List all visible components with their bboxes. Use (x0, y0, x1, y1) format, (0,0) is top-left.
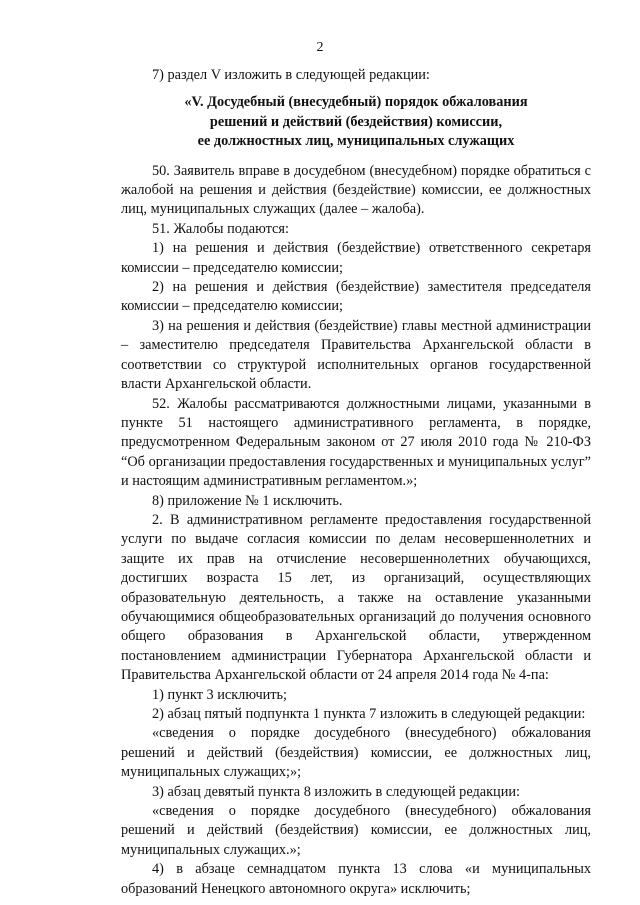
section-heading (121, 93, 591, 151)
paragraph-2: 2. В административном регламенте предоставления государственной услуги по выдаче согласия комиссии по делам несовершеннолетних и защите их прав на отчисление несовершеннолетних обучающихся, достигших возраста 15 лет, из организаций, осуществляющих образовательную деятельность, а также на оставление указанными обучающимися общеобразовательных организаций до получения основного общего образования в Архангельской области, утвержденном постановлением администрации Губернатора Архангельской области и Правительства Архангельской области от 24 апреля 2014 года № 4-па: (121, 511, 591, 684)
page-number: 2 (316, 40, 324, 55)
paragraph-50: 50. Заявитель вправе в досудебном (внесудебном) порядке обратиться с жалобой на решения и действия (бездействие) комиссии, ее должностных лиц, муниципальных служащих (далее – жалоба). (121, 162, 591, 218)
list-item: 2) абзац пятый подпункта 1 пункта 7 изложить в следующей редакции: (152, 706, 586, 722)
list-item: 2) на решения и действия (бездействие) заместителя председателя комиссии – председателю комиссии; (121, 279, 591, 315)
quote-paragraph: «сведения о порядке досудебного (внесудебного) обжалования решений и действий (бездействия) комиссии, ее должностных лиц, муниципальных служащих;»; (121, 725, 591, 781)
paragraph-51: 51. Жалобы подаются: (152, 220, 289, 237)
list-item: 3) абзац девятый пункта 8 изложить в следующей редакции: (152, 783, 520, 800)
document-body (121, 66, 591, 899)
section-heading-line: решений и действий (бездействия) комиссии, (209, 113, 503, 130)
section-heading-line: ее должностных лиц, муниципальных служащих (197, 133, 515, 150)
intro-paragraph: 7) раздел V изложить в следующей редакции: (152, 67, 430, 83)
quote-paragraph: «сведения о порядке досудебного (внесудебного) обжалования решений и действий (бездействия) комиссии, ее должностных лиц, муниципальных служащих.»; (121, 803, 591, 858)
list-item: 1) пункт 3 исключить; (152, 686, 288, 703)
section-heading-line: «V. Досудебный (внесудебный) порядок обжалования (184, 94, 528, 111)
list-item: 8) приложение № 1 исключить. (152, 492, 343, 509)
list-item: 1) на решения и действия (бездействие) ответственного секретаря комиссии – председателю комиссии; (121, 240, 591, 276)
list-item: 4) в абзаце семнадцатом пункта 13 слова «и муниципальных образований Ненецкого автономного округа» исключить; (121, 861, 591, 897)
paragraph-52: 52. Жалобы рассматриваются должностными лицами, указанными в пункте 51 настоящего административного регламента, в порядке, предусмотренном Федеральным законом от 27 июля 2010 года № 210-ФЗ “Об организации предоставления государственных и муниципальных услуг” и настоящим административным регламентом.»; (121, 395, 591, 490)
list-item: 3) на решения и действия (бездействие) главы местной администрации – заместителю председателя Правительства Архангельской области в соответствии со структурой исполнительных органов государственной власти Архангельской области. (121, 317, 591, 393)
